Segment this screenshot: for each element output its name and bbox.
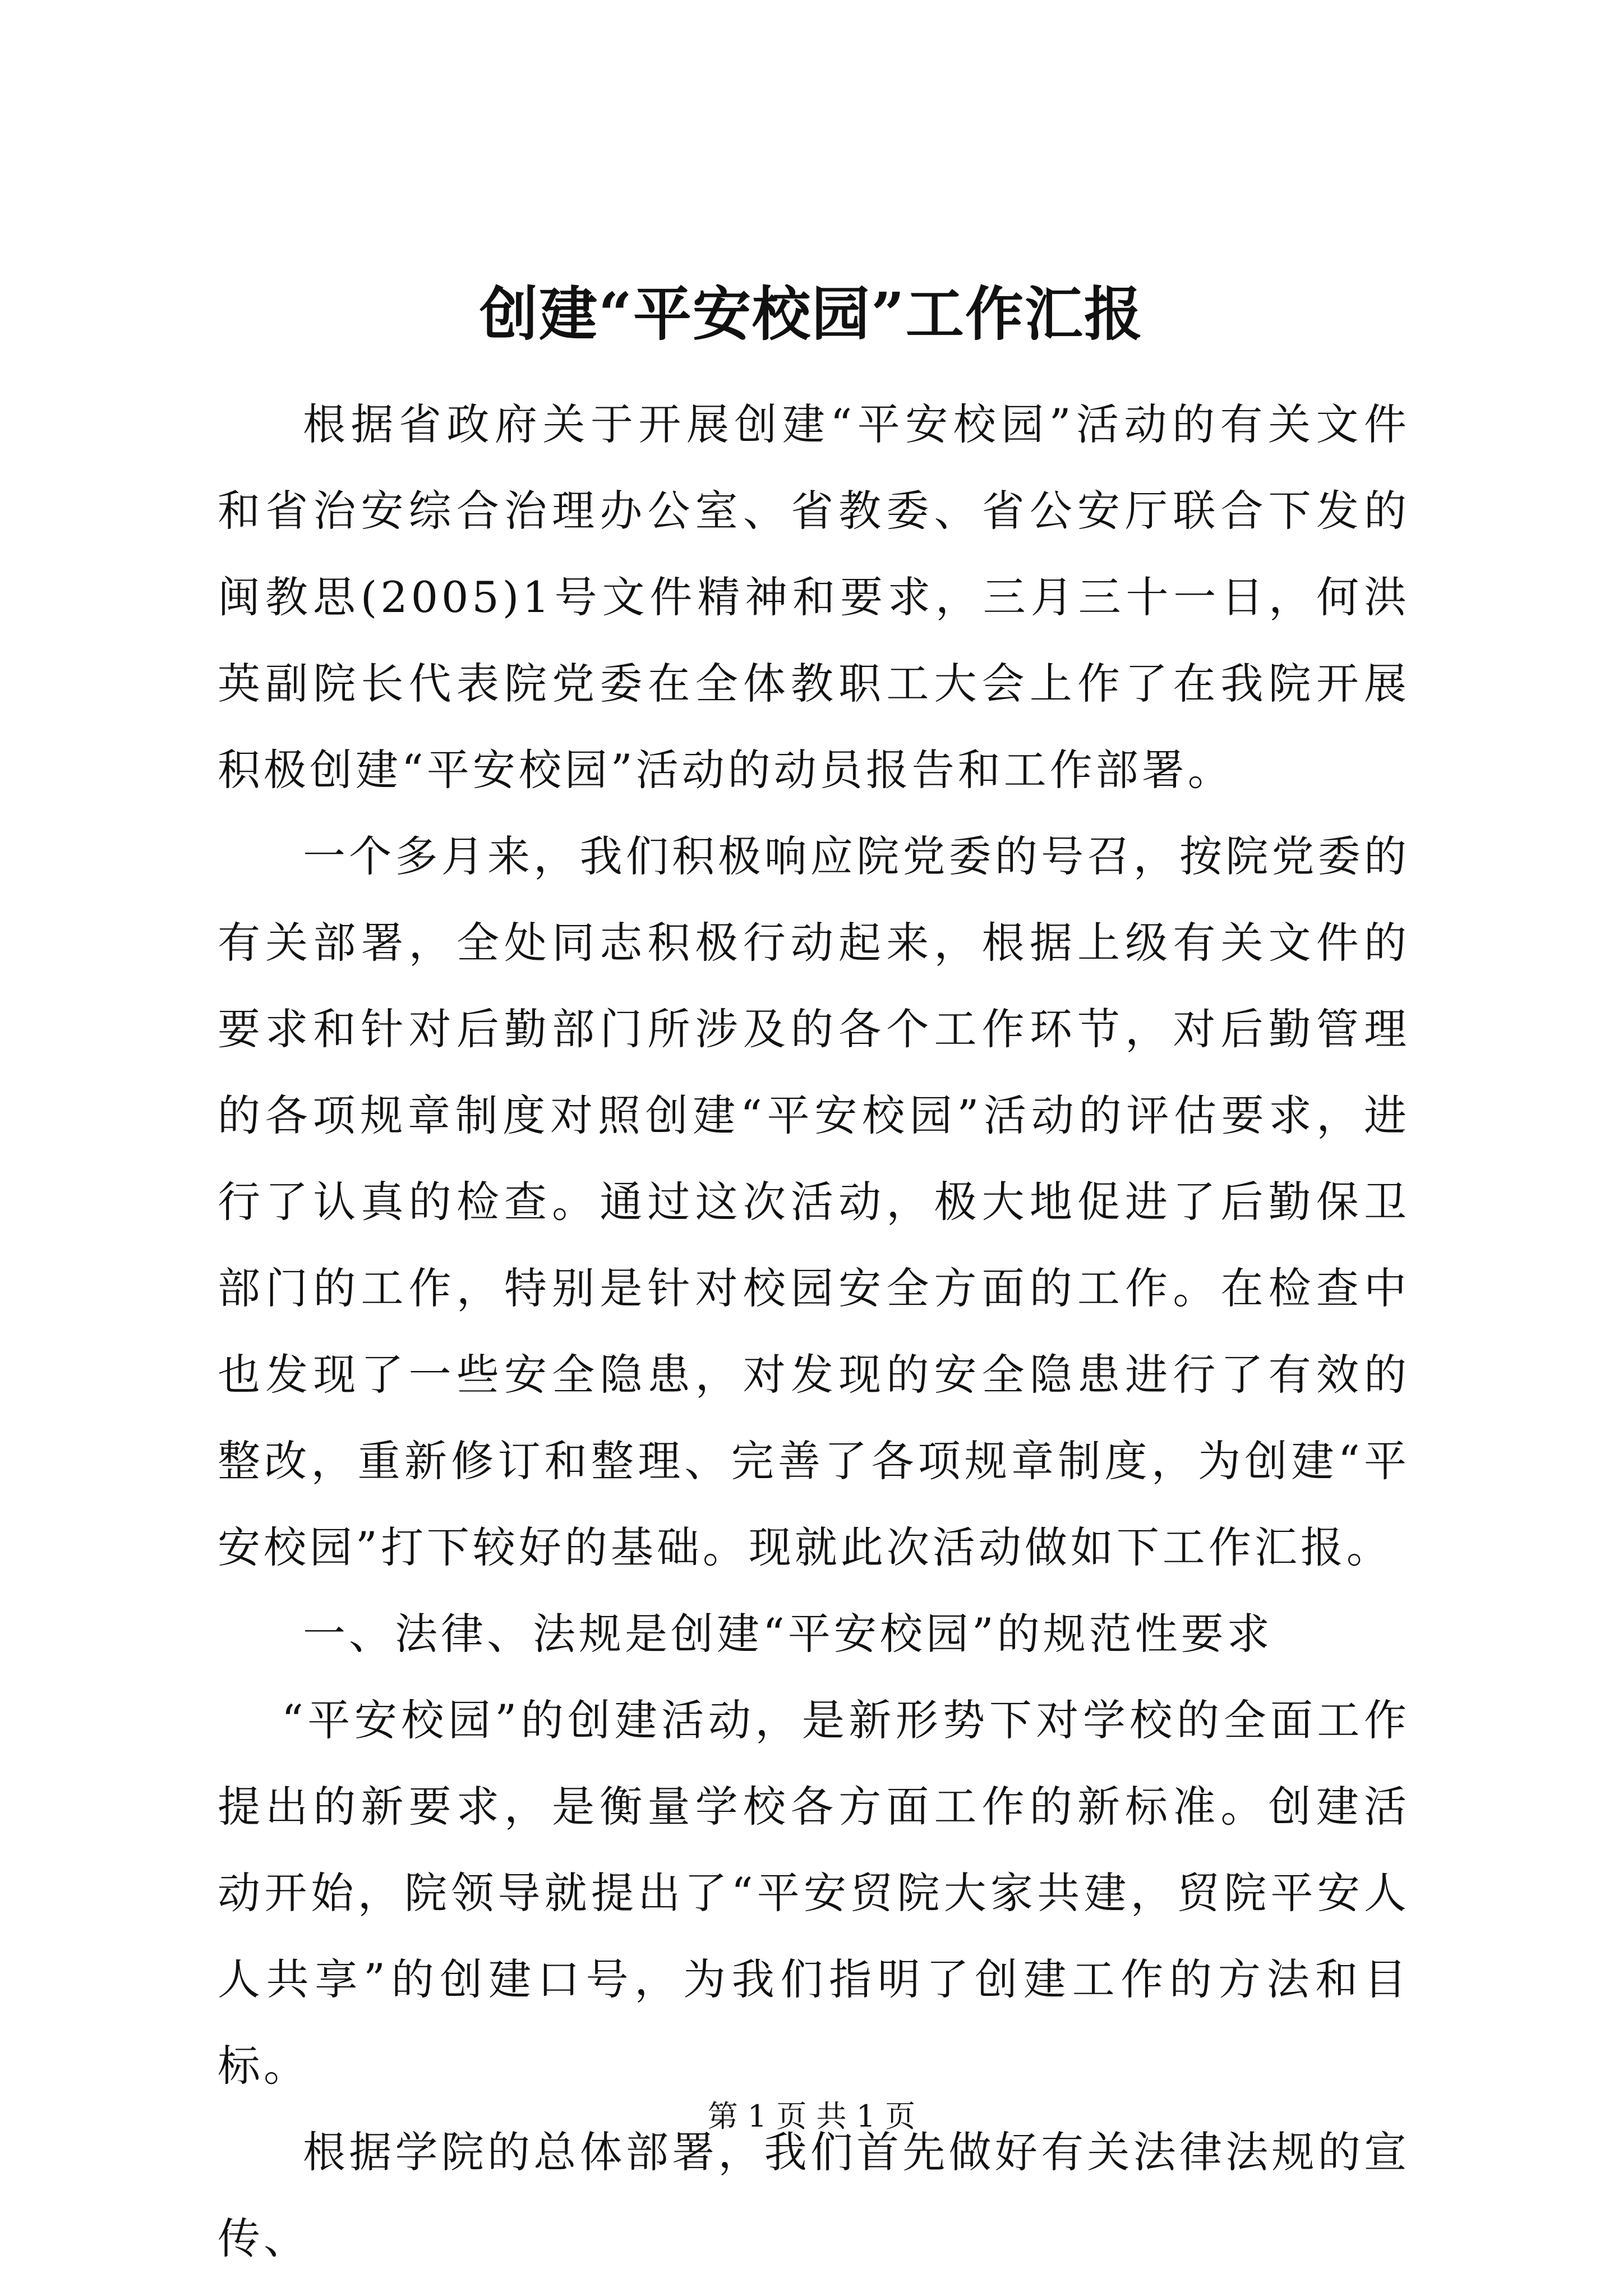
document-body: [218, 381, 1410, 2282]
page-footer: 第 1 页 共 1 页: [707, 2099, 916, 2134]
paragraph-continuation: 根据学院的总体部署，我们首先做好有关法律法规的宣传、: [218, 2127, 1410, 2263]
document-title: 创建“平安校园”工作汇报: [479, 279, 1144, 348]
paragraph-overview: 一个多月来，我们积极响应院党委的号召，按院党委的有关部署，全处同志积极行动起来，根据上级有关文件的要求和针对后勤部门所涉及的各个工作环节，对后勤管理的各项规章制度对照创建“平安校园”活动的评估要求，进行了认真的检查。通过这次活动，极大地促进了后勤保卫部门的工作，特别是针对校园安全方面的工作。在检查中也发现了一些安全隐患，对发现的安全隐患进行了有效的整改，重新修订和整理、完善了各项规章制度，为创建“平安校园”打下较好的基础。现就此次活动做如下工作汇报。: [218, 831, 1410, 1572]
section-heading-1: 一、法律、法规是创建“平安校园”的规范性要求: [303, 1609, 1273, 1659]
paragraph-section-1: “平安校园”的创建活动，是新形势下对学校的全面工作提出的新要求，是衡量学校各方面工作的新标准。创建活动开始，院领导就提出了“平安贸院大家共建，贸院平安人人共享”的创建口号，为我们指明了创建工作的方法和目标。: [218, 1695, 1410, 2091]
paragraph-intro: 根据省政府关于开展创建“平安校园”活动的有关文件和省治安综合治理办公室、省教委、省公安厅联合下发的闽教思(2005)1号文件精神和要求，三月三十一日，何洪英副院长代表院党委在全体教职工大会上作了在我院开展积极创建“平安校园”活动的动员报告和工作部署。: [218, 399, 1410, 795]
